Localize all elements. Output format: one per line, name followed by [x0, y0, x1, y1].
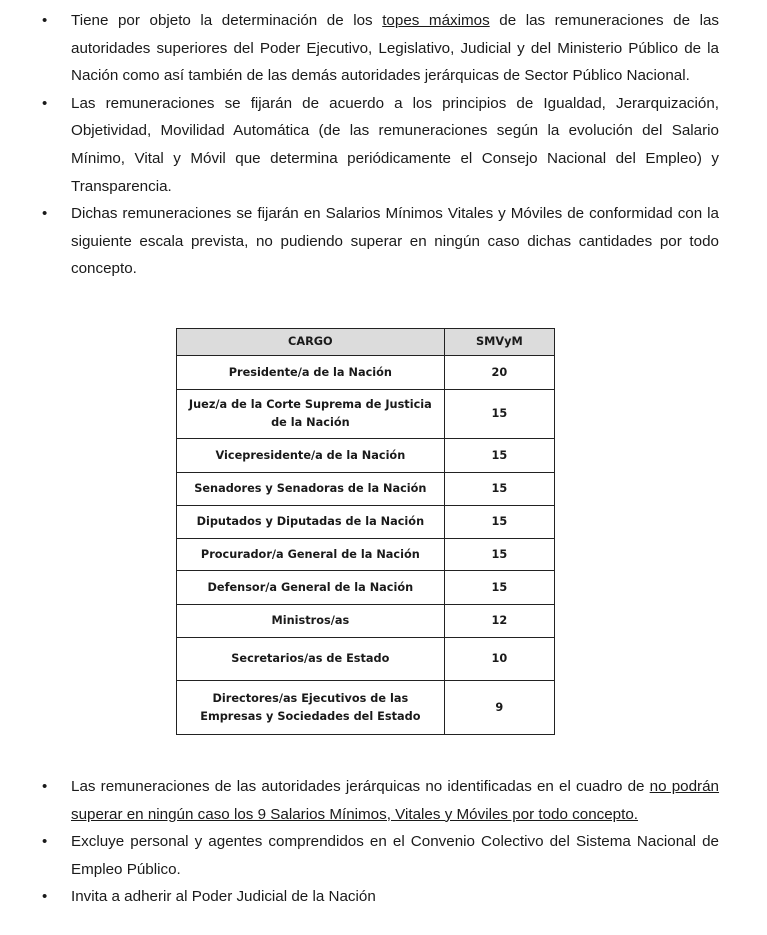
- table-row: [177, 539, 555, 571]
- cargo-cell: Directores/as Ejecutivos de las Empresas y Sociedades del Estado: [177, 681, 445, 735]
- bullet-text: Invita a adherir al Poder Judicial de la Nación: [71, 888, 376, 906]
- table-row: [177, 681, 555, 735]
- cargo-cell: Defensor/a General de la Nación: [177, 571, 445, 605]
- bullet-text: de las remuneraciones de las autoridades superiores del Poder Ejecutivo, Legislativo, Judicial y del Ministerio Público de la Nación como así también de las demás autoridades jerárquicas de Sector Público Nacional.: [71, 12, 719, 85]
- closing-bullet-list: [0, 773, 767, 911]
- cargo-cell: Juez/a de la Corte Suprema de Justicia de la Nación: [177, 390, 445, 439]
- bullet-escala: [0, 200, 767, 283]
- cargo-cell: Presidente/a de la Nación: [177, 356, 445, 390]
- bullet-excluye: [0, 828, 767, 883]
- table-row: [177, 638, 555, 681]
- underlined-text: topes máximos: [382, 12, 490, 29]
- bullet-objeto: [0, 7, 767, 90]
- cargo-cell: Secretarios/as de Estado: [177, 638, 445, 681]
- cargo-cell: Vicepresidente/a de la Nación: [177, 439, 445, 473]
- bullet-text: Tiene por objeto la determinación de los: [71, 12, 383, 29]
- smvym-cell: 10: [444, 638, 554, 681]
- underlined-text: no podrán superar en ningún caso los 9 Salarios Mínimos, Vitales y Móviles por todo concepto.: [71, 778, 720, 823]
- bullet-text: Las remuneraciones se fijarán de acuerdo a los principios de Igualdad, Jerarquización, Objetividad, Movilidad Automática (de las remuneraciones según la evolución del Salario Mínimo, Vital y Móvil que determina periódicamente el Consejo Nacional del Empleo) y Transparencia.: [71, 94, 719, 195]
- bullet-invita: [0, 883, 767, 911]
- cargo-cell: Senadores y Senadoras de la Nación: [177, 473, 445, 506]
- bullet-text: Las remuneraciones de las autoridades jerárquicas no identificadas en el cuadro de: [71, 778, 650, 795]
- smvym-cell: 15: [444, 390, 554, 439]
- table-row: [177, 506, 555, 539]
- header-smvym: SMVyM: [444, 329, 554, 356]
- salary-scale-table: [176, 328, 555, 735]
- smvym-cell: 12: [444, 605, 554, 638]
- table-row: [177, 356, 555, 390]
- bullet-principios: [0, 90, 767, 200]
- smvym-cell: 20: [444, 356, 554, 390]
- smvym-cell: 15: [444, 473, 554, 506]
- table-row: [177, 439, 555, 473]
- cargo-cell: Diputados y Diputadas de la Nación: [177, 506, 445, 539]
- table-row: [177, 473, 555, 506]
- table-row: [177, 605, 555, 638]
- smvym-cell: 15: [444, 539, 554, 571]
- smvym-cell: 9: [444, 681, 554, 735]
- bullet-no-identificadas: [0, 773, 767, 828]
- cargo-cell: Procurador/a General de la Nación: [177, 539, 445, 571]
- smvym-cell: 15: [444, 506, 554, 539]
- table-row: [177, 390, 555, 439]
- header-cargo: CARGO: [177, 329, 445, 356]
- table-header-row: [177, 329, 555, 356]
- smvym-cell: 15: [444, 571, 554, 605]
- intro-bullet-list: [0, 7, 767, 283]
- cargo-cell: Ministros/as: [177, 605, 445, 638]
- bullet-text: Excluye personal y agentes comprendidos en el Convenio Colectivo del Sistema Nacional de Empleo Público.: [71, 833, 719, 878]
- table-row: [177, 571, 555, 605]
- bullet-text: Dichas remuneraciones se fijarán en Salarios Mínimos Vitales y Móviles de conformidad con la siguiente escala prevista, no pudiendo superar en ningún caso dichas cantidades por todo concepto.: [71, 205, 719, 278]
- smvym-cell: 15: [444, 439, 554, 473]
